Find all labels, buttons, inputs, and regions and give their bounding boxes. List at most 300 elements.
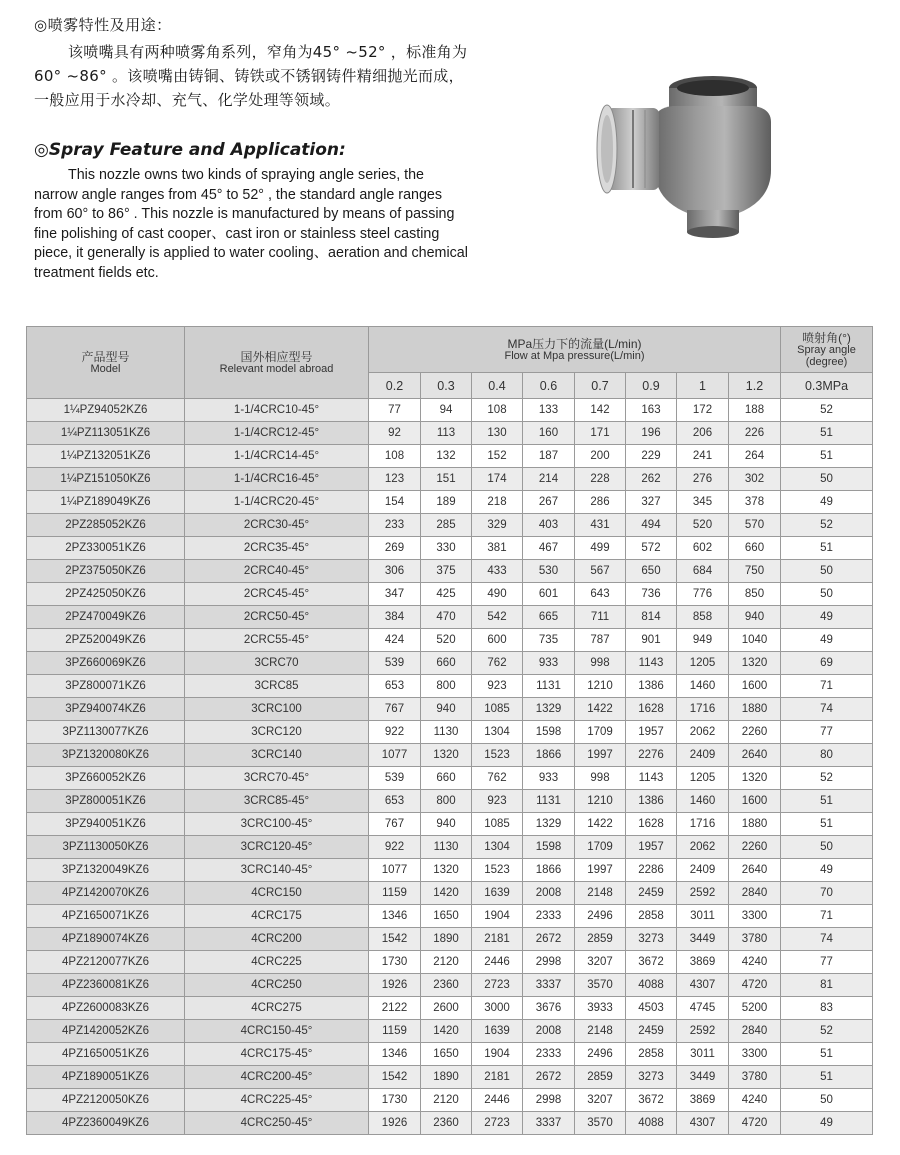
flow-cell: 384 (369, 606, 421, 629)
flow-cell: 1639 (472, 882, 523, 905)
relevant-model-cell: 4CRC225-45° (185, 1089, 369, 1112)
table-row (27, 928, 873, 951)
flow-cell: 2181 (472, 1066, 523, 1089)
flow-cell: 3300 (729, 1043, 781, 1066)
flow-cell: 1329 (523, 698, 575, 721)
flow-cell: 3273 (626, 928, 677, 951)
flow-cell: 329 (472, 514, 523, 537)
flow-cell: 1205 (677, 767, 729, 790)
flow-cell: 750 (729, 560, 781, 583)
flow-cell: 3000 (472, 997, 523, 1020)
relevant-model-cell: 2CRC30-45° (185, 514, 369, 537)
flow-cell: 1997 (575, 859, 626, 882)
relevant-model-cell: 4CRC250 (185, 974, 369, 997)
flow-cell: 1320 (421, 859, 472, 882)
flow-cell: 665 (523, 606, 575, 629)
flow-cell: 1926 (369, 974, 421, 997)
flow-cell: 425 (421, 583, 472, 606)
flow-cell: 923 (472, 790, 523, 813)
flow-cell: 94 (421, 399, 472, 422)
flow-cell: 132 (421, 445, 472, 468)
flow-cell: 3011 (677, 1043, 729, 1066)
flow-cell: 776 (677, 583, 729, 606)
relevant-model-cell: 2CRC55-45° (185, 629, 369, 652)
header-relevant-cn: 国外相应型号 (240, 349, 313, 364)
header-angle-cn: 喷射角(°) (802, 330, 851, 345)
flow-cell: 858 (677, 606, 729, 629)
flow-cell: 767 (369, 813, 421, 836)
flow-cell: 3869 (677, 951, 729, 974)
flow-cell: 2640 (729, 744, 781, 767)
spray-angle-cell: 80 (781, 744, 873, 767)
spray-angle-cell: 74 (781, 928, 873, 951)
relevant-model-cell: 4CRC150 (185, 882, 369, 905)
flow-cell: 154 (369, 491, 421, 514)
model-cell: 4PZ1420070KZ6 (27, 882, 185, 905)
flow-cell: 2409 (677, 744, 729, 767)
model-cell: 4PZ1890074KZ6 (27, 928, 185, 951)
flow-cell: 108 (369, 445, 421, 468)
flow-cell: 4088 (626, 974, 677, 997)
flow-cell: 2600 (421, 997, 472, 1020)
relevant-model-cell: 3CRC100 (185, 698, 369, 721)
flow-cell: 1420 (421, 882, 472, 905)
table-row (27, 767, 873, 790)
header-model-cn: 产品型号 (81, 349, 130, 364)
flow-cell: 3207 (575, 951, 626, 974)
flow-cell: 276 (677, 468, 729, 491)
flow-cell: 735 (523, 629, 575, 652)
relevant-model-cell: 1-1/4CRC12-45° (185, 422, 369, 445)
flow-cell: 1650 (421, 905, 472, 928)
relevant-model-cell: 2CRC50-45° (185, 606, 369, 629)
model-cell: 3PZ1320049KZ6 (27, 859, 185, 882)
flow-cell: 2120 (421, 1089, 472, 1112)
flow-cell: 1422 (575, 698, 626, 721)
table-row (27, 399, 873, 422)
flow-cell: 269 (369, 537, 421, 560)
flow-cell: 2148 (575, 1020, 626, 1043)
flow-cell: 736 (626, 583, 677, 606)
pressure-header: 0.2 (369, 373, 421, 399)
flow-cell: 949 (677, 629, 729, 652)
relevant-model-cell: 1-1/4CRC10-45° (185, 399, 369, 422)
flow-cell: 570 (729, 514, 781, 537)
flow-cell: 1716 (677, 698, 729, 721)
flow-cell: 4745 (677, 997, 729, 1020)
flow-cell: 1542 (369, 1066, 421, 1089)
model-cell: 1¼PZ132051KZ6 (27, 445, 185, 468)
model-cell: 2PZ470049KZ6 (27, 606, 185, 629)
model-cell: 2PZ285052KZ6 (27, 514, 185, 537)
relevant-model-cell: 4CRC150-45° (185, 1020, 369, 1043)
flow-cell: 660 (421, 652, 472, 675)
flow-cell: 229 (626, 445, 677, 468)
flow-cell: 1600 (729, 675, 781, 698)
flow-cell: 218 (472, 491, 523, 514)
flow-cell: 206 (677, 422, 729, 445)
model-cell: 4PZ2360049KZ6 (27, 1112, 185, 1135)
flow-cell: 188 (729, 399, 781, 422)
flow-cell: 1040 (729, 629, 781, 652)
model-cell: 4PZ1650071KZ6 (27, 905, 185, 928)
flow-cell: 1346 (369, 905, 421, 928)
spray-angle-cell: 77 (781, 951, 873, 974)
flow-cell: 1957 (626, 721, 677, 744)
table-row (27, 652, 873, 675)
model-cell: 3PZ660052KZ6 (27, 767, 185, 790)
flow-cell: 1904 (472, 905, 523, 928)
flow-cell: 1460 (677, 790, 729, 813)
flow-cell: 1210 (575, 790, 626, 813)
table-row (27, 675, 873, 698)
flow-cell: 1709 (575, 721, 626, 744)
spray-angle-cell: 51 (781, 1066, 873, 1089)
flow-cell: 172 (677, 399, 729, 422)
flow-cell: 347 (369, 583, 421, 606)
flow-cell: 3449 (677, 1066, 729, 1089)
flow-cell: 653 (369, 790, 421, 813)
flow-cell: 226 (729, 422, 781, 445)
model-cell: 4PZ1890051KZ6 (27, 1066, 185, 1089)
spray-angle-cell: 74 (781, 698, 873, 721)
flow-cell: 940 (421, 813, 472, 836)
flow-cell: 3570 (575, 974, 626, 997)
flow-cell: 490 (472, 583, 523, 606)
flow-cell: 2998 (523, 951, 575, 974)
flow-cell: 3207 (575, 1089, 626, 1112)
flow-cell: 3933 (575, 997, 626, 1020)
relevant-model-cell: 3CRC140-45° (185, 859, 369, 882)
flow-cell: 572 (626, 537, 677, 560)
flow-cell: 262 (626, 468, 677, 491)
pressure-header: 0.4 (472, 373, 523, 399)
spray-angle-cell: 51 (781, 813, 873, 836)
flow-cell: 1866 (523, 744, 575, 767)
flow-cell: 163 (626, 399, 677, 422)
flow-cell: 2859 (575, 1066, 626, 1089)
flow-cell: 2672 (523, 1066, 575, 1089)
flow-cell: 2723 (472, 974, 523, 997)
flow-cell: 2998 (523, 1089, 575, 1112)
table-row (27, 422, 873, 445)
flow-cell: 2640 (729, 859, 781, 882)
model-cell: 3PZ1320080KZ6 (27, 744, 185, 767)
flow-cell: 1077 (369, 859, 421, 882)
relevant-model-cell: 1-1/4CRC16-45° (185, 468, 369, 491)
flow-cell: 539 (369, 767, 421, 790)
chinese-section-heading: ◎喷雾特性及用途： (34, 16, 172, 34)
flow-cell: 1880 (729, 698, 781, 721)
flow-cell: 160 (523, 422, 575, 445)
flow-cell: 2360 (421, 974, 472, 997)
relevant-model-cell: 3CRC70 (185, 652, 369, 675)
flow-cell: 762 (472, 652, 523, 675)
flow-cell: 470 (421, 606, 472, 629)
flow-cell: 1085 (472, 698, 523, 721)
flow-cell: 1598 (523, 721, 575, 744)
flow-cell: 3337 (523, 974, 575, 997)
flow-cell: 4240 (729, 951, 781, 974)
flow-cell: 660 (729, 537, 781, 560)
header-model-en: Model (90, 362, 121, 375)
header-flow-en: Flow at Mpa pressure(L/min) (504, 349, 645, 362)
flow-cell: 4307 (677, 1112, 729, 1135)
flow-cell: 130 (472, 422, 523, 445)
table-row (27, 514, 873, 537)
table-row (27, 974, 873, 997)
flow-cell: 1523 (472, 859, 523, 882)
table-row (27, 836, 873, 859)
flow-cell: 922 (369, 836, 421, 859)
flow-cell: 123 (369, 468, 421, 491)
spray-angle-cell: 49 (781, 491, 873, 514)
table-row (27, 445, 873, 468)
flow-cell: 3672 (626, 1089, 677, 1112)
spec-table-body (27, 399, 873, 1135)
flow-cell: 228 (575, 468, 626, 491)
flow-cell: 1730 (369, 1089, 421, 1112)
flow-cell: 1085 (472, 813, 523, 836)
flow-cell: 2446 (472, 951, 523, 974)
relevant-model-cell: 4CRC200-45° (185, 1066, 369, 1089)
model-cell: 4PZ1420052KZ6 (27, 1020, 185, 1043)
flow-cell: 1304 (472, 721, 523, 744)
spray-angle-cell: 52 (781, 1020, 873, 1043)
flow-cell: 650 (626, 560, 677, 583)
flow-cell: 3869 (677, 1089, 729, 1112)
angle-pressure-header: 0.3MPa (781, 373, 873, 399)
header-relevant-model (185, 327, 369, 399)
pressure-header: 0.6 (523, 373, 575, 399)
flow-cell: 1143 (626, 652, 677, 675)
relevant-model-cell: 3CRC120 (185, 721, 369, 744)
flow-cell: 2858 (626, 905, 677, 928)
flow-cell: 1131 (523, 790, 575, 813)
relevant-model-cell: 3CRC85-45° (185, 790, 369, 813)
spray-angle-cell: 52 (781, 399, 873, 422)
flow-cell: 2446 (472, 1089, 523, 1112)
flow-cell: 2592 (677, 1020, 729, 1043)
flow-cell: 643 (575, 583, 626, 606)
spray-angle-cell: 69 (781, 652, 873, 675)
flow-cell: 1210 (575, 675, 626, 698)
flow-cell: 196 (626, 422, 677, 445)
flow-cell: 4240 (729, 1089, 781, 1112)
spray-angle-cell: 49 (781, 629, 873, 652)
table-row (27, 537, 873, 560)
flow-cell: 3780 (729, 1066, 781, 1089)
header-flow-cn: MPa压力下的流量(L/min) (507, 336, 642, 351)
pressure-header: 0.7 (575, 373, 626, 399)
spray-angle-cell: 71 (781, 675, 873, 698)
flow-cell: 800 (421, 790, 472, 813)
spray-angle-cell: 77 (781, 721, 873, 744)
table-row (27, 629, 873, 652)
relevant-model-cell: 4CRC175-45° (185, 1043, 369, 1066)
flow-cell: 2858 (626, 1043, 677, 1066)
flow-cell: 1730 (369, 951, 421, 974)
spray-angle-cell: 50 (781, 468, 873, 491)
flow-cell: 933 (523, 652, 575, 675)
flow-cell: 152 (472, 445, 523, 468)
chinese-description: 该喷嘴具有两种喷雾角系列，窄角为45° ~52° ，标准角为60° ~86° 。该喷嘴由铸铜、铸铁或不锈钢铸件精细抛光而成，一般应用于水冷却、充气、化学处理等领域。 (34, 43, 468, 109)
flow-cell: 330 (421, 537, 472, 560)
model-cell: 4PZ2120077KZ6 (27, 951, 185, 974)
flow-cell: 1890 (421, 1066, 472, 1089)
table-row (27, 468, 873, 491)
flow-cell: 1130 (421, 836, 472, 859)
flow-cell: 2062 (677, 836, 729, 859)
flow-cell: 1386 (626, 675, 677, 698)
flow-cell: 567 (575, 560, 626, 583)
relevant-model-cell: 3CRC85 (185, 675, 369, 698)
flow-cell: 1131 (523, 675, 575, 698)
flow-cell: 4720 (729, 974, 781, 997)
flow-cell: 520 (677, 514, 729, 537)
flow-cell: 814 (626, 606, 677, 629)
flow-cell: 267 (523, 491, 575, 514)
flow-cell: 923 (472, 675, 523, 698)
flow-cell: 998 (575, 767, 626, 790)
flow-cell: 2148 (575, 882, 626, 905)
flow-cell: 2496 (575, 1043, 626, 1066)
table-row (27, 882, 873, 905)
model-cell: 3PZ800071KZ6 (27, 675, 185, 698)
model-cell: 2PZ375050KZ6 (27, 560, 185, 583)
spray-angle-cell: 51 (781, 445, 873, 468)
flow-cell: 2008 (523, 882, 575, 905)
flow-cell: 2181 (472, 928, 523, 951)
flow-cell: 264 (729, 445, 781, 468)
flow-cell: 2008 (523, 1020, 575, 1043)
table-row (27, 905, 873, 928)
spray-angle-cell: 49 (781, 606, 873, 629)
flow-cell: 3672 (626, 951, 677, 974)
flow-cell: 2840 (729, 1020, 781, 1043)
flow-cell: 424 (369, 629, 421, 652)
table-row (27, 1089, 873, 1112)
relevant-model-cell: 3CRC100-45° (185, 813, 369, 836)
flow-cell: 214 (523, 468, 575, 491)
spray-angle-cell: 70 (781, 882, 873, 905)
flow-cell: 467 (523, 537, 575, 560)
model-cell: 3PZ1130050KZ6 (27, 836, 185, 859)
flow-cell: 302 (729, 468, 781, 491)
flow-cell: 1890 (421, 928, 472, 951)
flow-cell: 1205 (677, 652, 729, 675)
english-description: This nozzle owns two kinds of spraying angle series, the narrow angle ranges from 45° to 52° , the standard angle ranges from 60° to 86° . This nozzle is manufactured by means of passing fine polishing of cast cooper、cast iron or stainless steel casting piece, it generally is applied to water cooling、aeration and chemical treatment fields etc. (34, 167, 468, 281)
spray-angle-cell: 71 (781, 905, 873, 928)
flow-cell: 286 (575, 491, 626, 514)
flow-cell: 1422 (575, 813, 626, 836)
flow-cell: 1716 (677, 813, 729, 836)
flow-cell: 403 (523, 514, 575, 537)
flow-cell: 151 (421, 468, 472, 491)
flow-cell: 1650 (421, 1043, 472, 1066)
flow-cell: 1159 (369, 882, 421, 905)
flow-cell: 1904 (472, 1043, 523, 1066)
model-cell: 3PZ940074KZ6 (27, 698, 185, 721)
flow-cell: 901 (626, 629, 677, 652)
spray-angle-cell: 51 (781, 422, 873, 445)
flow-cell: 940 (729, 606, 781, 629)
flow-cell: 1957 (626, 836, 677, 859)
table-row (27, 859, 873, 882)
flow-cell: 2360 (421, 1112, 472, 1135)
flow-cell: 1523 (472, 744, 523, 767)
flow-cell: 922 (369, 721, 421, 744)
spray-angle-cell: 50 (781, 1089, 873, 1112)
relevant-model-cell: 3CRC120-45° (185, 836, 369, 859)
spray-angle-cell: 83 (781, 997, 873, 1020)
model-cell: 2PZ425050KZ6 (27, 583, 185, 606)
flow-cell: 108 (472, 399, 523, 422)
flow-cell: 660 (421, 767, 472, 790)
table-row (27, 721, 873, 744)
relevant-model-cell: 4CRC175 (185, 905, 369, 928)
flow-cell: 1542 (369, 928, 421, 951)
spray-angle-cell: 50 (781, 583, 873, 606)
flow-cell: 600 (472, 629, 523, 652)
spray-angle-cell: 81 (781, 974, 873, 997)
flow-cell: 530 (523, 560, 575, 583)
flow-cell: 77 (369, 399, 421, 422)
relevant-model-cell: 2CRC45-45° (185, 583, 369, 606)
flow-cell: 933 (523, 767, 575, 790)
header-model (27, 327, 185, 399)
flow-cell: 2592 (677, 882, 729, 905)
flow-cell: 1320 (729, 652, 781, 675)
flow-cell: 2840 (729, 882, 781, 905)
relevant-model-cell: 4CRC275 (185, 997, 369, 1020)
flow-cell: 1159 (369, 1020, 421, 1043)
model-cell: 1¼PZ151050KZ6 (27, 468, 185, 491)
model-cell: 3PZ660069KZ6 (27, 652, 185, 675)
flow-cell: 233 (369, 514, 421, 537)
flow-cell: 4720 (729, 1112, 781, 1135)
flow-cell: 187 (523, 445, 575, 468)
header-relevant-en: Relevant model abroad (219, 362, 334, 375)
flow-cell: 1598 (523, 836, 575, 859)
flow-cell: 1077 (369, 744, 421, 767)
flow-cell: 92 (369, 422, 421, 445)
flow-cell: 5200 (729, 997, 781, 1020)
flow-cell: 2062 (677, 721, 729, 744)
table-row (27, 606, 873, 629)
table-row (27, 744, 873, 767)
nozzle-product-image (585, 60, 785, 260)
flow-cell: 1329 (523, 813, 575, 836)
model-cell: 1¼PZ113051KZ6 (27, 422, 185, 445)
relevant-model-cell: 4CRC200 (185, 928, 369, 951)
flow-cell: 940 (421, 698, 472, 721)
flow-cell: 2122 (369, 997, 421, 1020)
table-row (27, 560, 873, 583)
flow-cell: 1320 (729, 767, 781, 790)
flow-cell: 1880 (729, 813, 781, 836)
flow-cell: 601 (523, 583, 575, 606)
flow-cell: 1709 (575, 836, 626, 859)
relevant-model-cell: 3CRC70-45° (185, 767, 369, 790)
spray-angle-cell: 50 (781, 836, 873, 859)
flow-cell: 3011 (677, 905, 729, 928)
flow-cell: 2260 (729, 721, 781, 744)
flow-cell: 2276 (626, 744, 677, 767)
flow-cell: 787 (575, 629, 626, 652)
flow-cell: 1866 (523, 859, 575, 882)
model-cell: 3PZ800051KZ6 (27, 790, 185, 813)
